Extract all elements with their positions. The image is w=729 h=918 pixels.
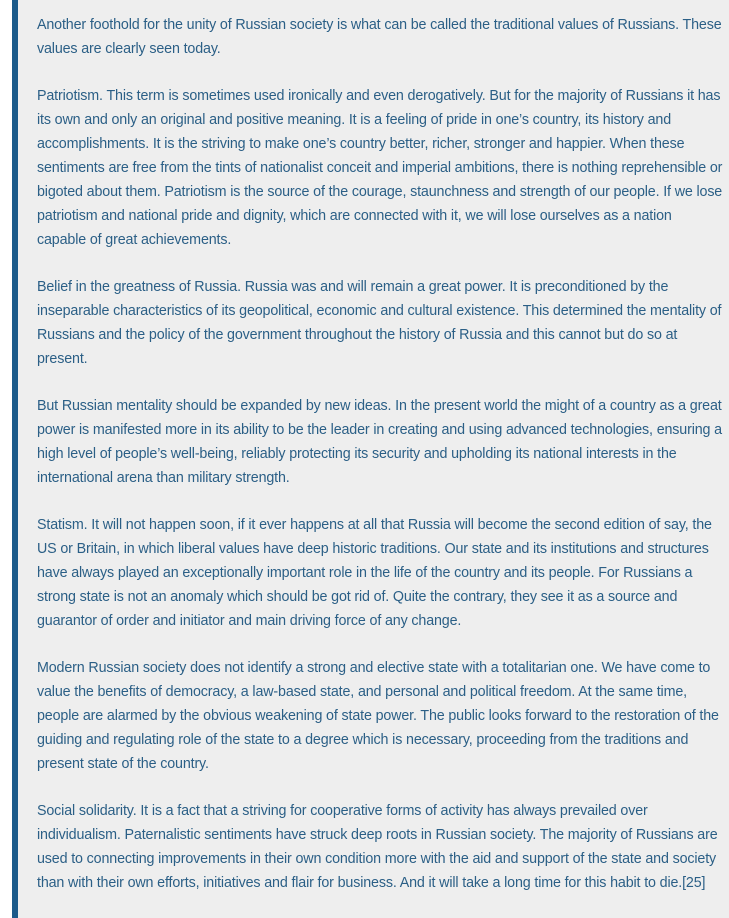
quote-paragraph-patriotism: Patriotism. This term is sometimes used ironically and even derogatively. But for the majority of Russians it has its own and only an original and positive meaning. It is a feeling of pride in one’s country, its history and accomplishments. It is the striving to make one’s country better, richer, stronger and happier. When these sentiments are free from the tints of nationalist conceit and imperial ambitions, there is nothing reprehensible or bigoted about them. Patriotism is the source of the courage, staunchness and strength of our people. If we lose patriotism and national pride and dignity, which are connected with it, we will lose ourselves as a nation capable of great achievements.	[37, 88, 723, 248]
quote-paragraph-social-solidarity: Social solidarity. It is a fact that a striving for cooperative forms of activity has always prevailed over individualism. Paternalistic sentiments have struck deep roots in Russian society. The majority of Russians are used to connecting improvements in their own condition more with the aid and support of the state and society than with their own efforts, initiatives and flair for business. And it will take a long time for this habit to die.[25]	[37, 803, 718, 891]
quote-paragraph-modern-society: Modern Russian society does not identify a strong and elective state with a totalitarian one. We have come to value the benefits of democracy, a law-based state, and personal and political freedom. At the same time, people are alarmed by the obvious weakening of state power. The public looks forward to the restoration of the guiding and regulating role of the state to a degree which is necessary, proceeding from the traditions and present state of the country.	[37, 660, 719, 772]
quote-paragraph-intro: Another foothold for the unity of Russian society is what can be called the traditional values of Russians. These values are clearly seen today.	[37, 17, 722, 57]
quote-paragraph-mentality: But Russian mentality should be expanded by new ideas. In the present world the might of a country as a great power is manifested more in its ability to be the leader in creating and using advanced technologies, ensuring a high level of people’s well-being, reliably protecting its security and upholding its national interests in the international arena than military strength.	[37, 398, 722, 486]
quote-paragraph-greatness: Belief in the greatness of Russia. Russia was and will remain a great power. It is preconditioned by the inseparable characteristics of its geopolitical, economic and cultural existence. This determined the mentality of Russians and the policy of the government throughout the history of Russia and this cannot but do so at present.	[37, 279, 722, 367]
quote-paragraph-statism: Statism. It will not happen soon, if it ever happens at all that Russia will become the second edition of say, the US or Britain, in which liberal values have deep historic traditions. Our state and its institutions and structures have always played an exceptionally important role in the life of the country and its people. For Russians a strong state is not an anomaly which should be got rid of. Quite the contrary, they see it as a source and guarantor of order and initiator and main driving force of any change.	[37, 517, 712, 629]
quote-body	[18, 0, 729, 895]
blockquote	[12, 0, 729, 918]
